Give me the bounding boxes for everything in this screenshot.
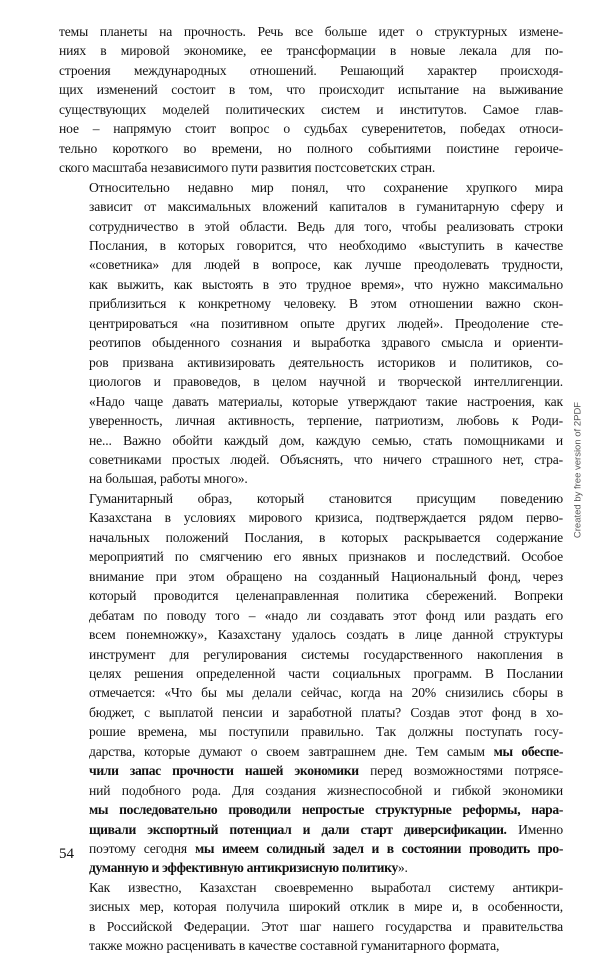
text-line: [59, 742, 563, 761]
text-line: [59, 333, 563, 352]
text-segment: на большая, работы много».: [89, 471, 248, 487]
text-segment: Именно: [506, 821, 563, 837]
text-line: [59, 645, 563, 664]
text-line: [59, 567, 563, 586]
text-segment: «Надо чаще давать материалы, которые утверждают такие настроения, как: [89, 393, 563, 409]
text-line: [59, 158, 563, 177]
text-line: [59, 508, 563, 527]
text-segment: не... Важно обойти каждый дом, каждую семью, стать помощниками и: [89, 432, 563, 448]
text-segment: реотипов обыденного сознания и выработка здравого смысла и ориенти-: [89, 335, 563, 351]
text-line: [59, 217, 563, 236]
text-segment: ний подобного рода. Для создания жизнеспособной и гибкой экономики: [89, 782, 563, 798]
text-segment: внимание при этом обращено на созданный Национальный фонд, через: [89, 568, 563, 584]
text-segment: существующих моделей политических систем и институтов. Самое глав-: [59, 101, 563, 117]
text-line: [59, 722, 563, 741]
page-body: [59, 22, 563, 956]
text-segment: который проводится целенаправленная политика сбережений. Вопреки: [89, 588, 563, 604]
text-line: [59, 761, 563, 780]
text-line: [59, 100, 563, 119]
text-line: [59, 781, 563, 800]
text-segment: дарства, которые думают о своем завтрашнем дне. Тем самым: [89, 743, 494, 759]
text-line: [59, 858, 563, 877]
watermark-text: Created by free version of 2PDF: [572, 401, 584, 539]
text-line: [59, 61, 563, 80]
text-line: [59, 255, 563, 274]
paragraph-4: [59, 878, 563, 956]
text-line: [59, 275, 563, 294]
text-segment: уверенность, личная активность, терпение, патриотизм, любовь к Роди-: [89, 413, 563, 429]
text-line: [59, 80, 563, 99]
text-line: [59, 119, 563, 138]
text-line: [59, 800, 563, 819]
text-line: [59, 917, 563, 936]
text-line: [59, 294, 563, 313]
text-line: [59, 547, 563, 566]
text-segment: Гуманитарный образ, который становится присущим поведению: [89, 490, 563, 506]
text-line: [59, 314, 563, 333]
text-segment: приблизиться к конкретному человеку. В этом отношении важно скон-: [89, 296, 563, 312]
bold-text-segment: думанную и эффективную антикризисную политику: [89, 860, 398, 876]
text-segment: «советника» для людей в вопросе, как лучше преодолевать трудности,: [89, 257, 563, 273]
text-line: [59, 839, 563, 858]
text-line: [59, 897, 563, 916]
text-line: [59, 878, 563, 897]
text-segment: центрироваться «на позитивном опыте других людей». Преодоление сте-: [89, 315, 563, 331]
text-line: [59, 236, 563, 255]
bold-text-segment: щивали экспортный потенциал и дали старт диверсификации.: [89, 821, 507, 837]
text-segment: целях решения определенной части социальных программ. В Послании: [89, 665, 563, 681]
bold-text-segment: мы обеспе-: [493, 743, 564, 759]
text-line: [59, 606, 563, 625]
text-line: [59, 586, 563, 605]
text-segment: зисных мер, которая получила широкий отклик в мире и, в особенности,: [89, 899, 563, 915]
text-segment: инструмент для регулирования системы государственного накопления в: [89, 646, 563, 662]
bold-text-segment: мы имеем солидный задел и в состоянии проводить про-: [194, 841, 563, 857]
text-segment: Послания, в которых говорится, что необходимо «выступить в качестве: [89, 237, 563, 253]
text-segment: мероприятий по смягчению его явных признаков и последствий. Особое: [89, 549, 563, 565]
text-line: [59, 353, 563, 372]
paragraph-1: [59, 22, 563, 178]
text-segment: поэтому сегодня: [89, 841, 195, 857]
text-line: [59, 683, 563, 702]
text-segment: бюджет, с выплатой пенсии и заработной платы? Создав этот фонд в хо-: [89, 704, 563, 720]
text-segment: Как известно, Казахстан своевременно выработал систему антикри-: [89, 879, 563, 895]
text-segment: перед возможностями потрясе-: [358, 763, 563, 779]
text-line: [59, 139, 563, 158]
text-line: [59, 372, 563, 391]
text-segment: ное – напрямую стоит вопрос о судьбах суверенитетов, победах относи-: [59, 121, 563, 137]
text-segment: щих изменений состоит в том, что происходит испытание на выживание: [59, 82, 563, 98]
bold-text-segment: мы последовательно проводили непростые структурные реформы, нара-: [89, 802, 563, 818]
text-line: [59, 450, 563, 469]
text-segment: ниях в мировой экономике, ее трансформации в новые лекала для по-: [59, 43, 563, 59]
text-line: [59, 431, 563, 450]
text-line: [59, 178, 563, 197]
text-segment: рошие времена, мы поступили правильно. Так должны поступать госу-: [89, 724, 563, 740]
text-segment: также можно расценивать в качестве составной гуманитарного формата,: [89, 938, 500, 954]
text-segment: темы планеты на прочность. Речь все больше идет о структурных измене-: [59, 24, 563, 39]
paragraph-2: [59, 178, 563, 489]
text-line: [59, 703, 563, 722]
text-segment: начальных положений Послания, в которых раскрывается содержание: [89, 529, 563, 545]
text-line: [59, 528, 563, 547]
text-line: [59, 625, 563, 644]
text-segment: ского масштаба независимого пути развития постсоветских стран.: [59, 160, 436, 176]
text-line: [59, 820, 563, 839]
text-segment: сотрудничество в этой области. Ведь для того, чтобы реализовать строки: [89, 218, 563, 234]
text-line: [59, 22, 563, 41]
text-segment: дебатам по поводу того – «надо ли создавать этот фонд или раздать его: [89, 607, 563, 623]
text-segment: отмечается: «Что бы мы делали сейчас, когда на 20% снизились сборы в: [89, 685, 563, 701]
text-segment: циологов и правоведов, в целом научной и творческой интеллигенции.: [89, 374, 563, 390]
text-line: [59, 664, 563, 683]
text-segment: в Российской Федерации. Этот шаг нашего государства и правительства: [89, 918, 563, 934]
text-line: [59, 489, 563, 508]
paragraph-3: [59, 489, 563, 878]
text-line: [59, 41, 563, 60]
text-segment: строения международных отношений. Решающий характер происходя-: [59, 62, 563, 78]
text-line: [59, 411, 563, 430]
text-segment: тельно короткого во времени, но полного событиями поистине героиче-: [59, 140, 563, 156]
text-segment: советниками простых людей. Объяснять, что ничего страшного нет, стра-: [89, 451, 563, 467]
text-line: [59, 197, 563, 216]
text-segment: ров призвана активизировать деятельность историков и политиков, со-: [89, 354, 563, 370]
page-number: 54: [59, 846, 74, 862]
text-segment: всем понемножку», Казахстану удалось создать в лице данной структуры: [89, 627, 563, 643]
text-segment: ».: [397, 860, 408, 876]
text-segment: как выжить, как выстоять в это трудное время», что нужно максимально: [89, 276, 563, 292]
text-line: [59, 392, 563, 411]
text-line: [59, 936, 563, 955]
text-segment: Относительно недавно мир понял, что сохранение хрупкого мира: [89, 179, 563, 195]
bold-text-segment: чили запас прочности нашей экономики: [89, 763, 359, 779]
text-segment: Казахстана в условиях мирового кризиса, подтверждается рядом перво-: [89, 510, 563, 526]
text-segment: зависит от максимальных вложений капиталов в гуманитарную сферу и: [89, 199, 563, 215]
text-line: [59, 469, 563, 488]
